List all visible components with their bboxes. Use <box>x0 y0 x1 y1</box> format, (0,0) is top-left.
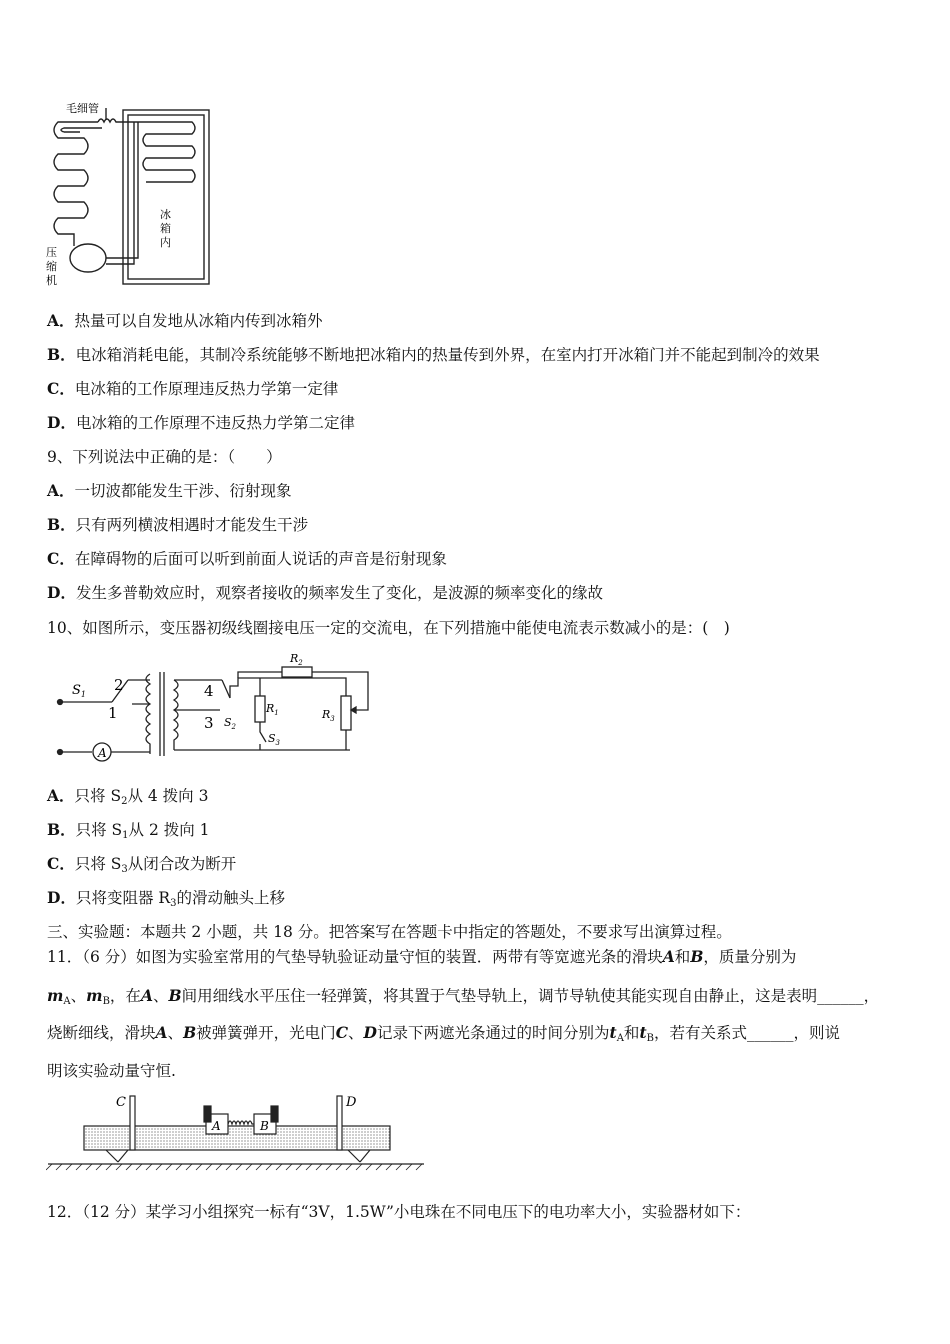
option-text: 只有两列横波相遇时才能发生干涉 <box>75 516 309 534</box>
q8-option-b <box>47 345 820 365</box>
rheostat-r3 <box>341 696 351 730</box>
sub-b: B <box>102 996 110 1007</box>
option-letter: D． <box>47 888 76 907</box>
option-text: 热量可以自发地从冰箱内传到冰箱外 <box>74 312 323 330</box>
q10-option-d <box>47 888 285 914</box>
q9-stem: 9、下列说法中正确的是：（ ） <box>47 448 282 466</box>
slider-b-label: B <box>260 1119 269 1133</box>
option-letter: A． <box>47 786 75 805</box>
transformer-circuit-figure <box>50 650 390 762</box>
option-text: 只将 S <box>74 855 122 873</box>
slider-a-label: A <box>212 1119 221 1133</box>
option-text: 只将 S <box>74 787 122 805</box>
option-text: 一切波都能发生干涉、衍射现象 <box>74 482 292 500</box>
fridge-inner-wall <box>128 115 204 279</box>
track-support-left <box>106 1150 128 1162</box>
option-text: 只将 S <box>75 821 123 839</box>
gate-c-label: C <box>116 1095 126 1110</box>
q11-text: 和 <box>674 948 691 966</box>
option-text: 只将变阻器 R <box>75 889 171 907</box>
r1-label: $R_1$ <box>266 702 279 717</box>
option-subscript: 3 <box>170 898 177 909</box>
q8-option-c <box>47 379 338 399</box>
var-m: m <box>86 986 103 1005</box>
s2-label: $S_2$ <box>224 716 237 731</box>
q9-option-c <box>47 549 447 569</box>
option-letter: B． <box>47 345 76 364</box>
tap-4-label: 4 <box>204 682 214 700</box>
q11-text: 、 <box>152 987 169 1005</box>
q11-text: 记录下两遮光条通过的时间分别为 <box>377 1024 610 1042</box>
sub-a: A <box>616 1033 624 1044</box>
spring <box>228 1121 254 1124</box>
q9-option-b <box>47 515 308 535</box>
option-text: 发生多普勒效应时，观察者接收的频率发生了变化，是波源的频率变化的缘故 <box>75 584 603 602</box>
capillary-tube <box>98 119 138 122</box>
evaporator-coil <box>138 122 195 182</box>
option-subscript: 1 <box>122 830 129 841</box>
tap-2-label: 2 <box>114 676 124 694</box>
option-text: 电冰箱消耗电能，其制冷系统能够不断地把冰箱内的热量传到外界，在室内打开冰箱门并不能起到制冷的效果 <box>75 346 820 364</box>
switch-s2 <box>222 680 230 698</box>
var-t: t <box>639 1023 647 1042</box>
compressor-label-3: 机 <box>46 274 57 287</box>
capillary-label: 毛细管 <box>66 102 99 115</box>
option-text: 电冰箱的工作原理违反热力学第一定律 <box>74 380 339 398</box>
q11-text: ，在 <box>109 987 141 1005</box>
q11-text: 、 <box>70 987 87 1005</box>
q9-option-a <box>47 481 292 501</box>
fridge-diagram <box>44 98 216 294</box>
option-letter: B． <box>47 515 76 534</box>
condenser-coil <box>54 122 98 246</box>
q8-option-a <box>47 311 323 331</box>
q11-text: 、 <box>167 1024 184 1042</box>
var-c: C <box>335 1023 349 1042</box>
sub-b: B <box>646 1033 654 1044</box>
option-letter: C． <box>47 379 75 398</box>
resistor-r1 <box>255 696 265 722</box>
resistor-r2 <box>282 667 312 677</box>
air-track-diagram <box>46 1092 428 1172</box>
r2-label: $R_2$ <box>290 652 303 667</box>
inside-label-2: 箱 <box>160 222 171 235</box>
option-letter: D． <box>47 413 76 432</box>
q11-text: ，若有关系式______，则说 <box>653 1024 840 1042</box>
option-letter: A． <box>47 481 75 500</box>
tap-1-label: 1 <box>108 704 118 722</box>
compressor-label-2: 缩 <box>46 260 57 273</box>
track-support-right <box>348 1150 370 1162</box>
option-text: 电冰箱的工作原理不违反热力学第二定律 <box>75 414 355 432</box>
option-text: 从闭合改为断开 <box>127 855 237 873</box>
shade-strip-b <box>271 1106 278 1122</box>
option-letter: C． <box>47 549 75 568</box>
q11-text: 、 <box>348 1024 364 1042</box>
var-a: A <box>155 1023 168 1042</box>
q10-option-a <box>47 786 208 812</box>
secondary-coil <box>174 680 178 750</box>
var-t: t <box>609 1023 617 1042</box>
photogate-d <box>337 1096 342 1150</box>
q8-option-d <box>47 413 355 433</box>
s3-label: $S_3$ <box>268 732 281 747</box>
option-subscript: 3 <box>121 864 128 875</box>
option-letter: B． <box>47 820 76 839</box>
option-subscript: 2 <box>121 796 128 807</box>
photogate-c <box>130 1096 135 1150</box>
option-letter: D． <box>47 583 76 602</box>
q11-line-2 <box>47 986 879 1012</box>
compressor-label-1: 压 <box>46 246 57 259</box>
option-text: 从 2 拨向 1 <box>128 821 210 839</box>
q11-line-4: 明该实验动量守恒. <box>47 1062 176 1080</box>
section-3-heading: 三、实验题：本题共 2 小题，共 18 分。把答案写在答题卡中指定的答题处，不要求写出演算过程。 <box>47 923 732 941</box>
q11-line-3 <box>47 1023 840 1049</box>
q11-line-1 <box>47 947 796 967</box>
var-b: B <box>183 1023 197 1042</box>
var-b: B <box>690 947 704 966</box>
compressor-body <box>70 244 106 272</box>
var-d: D <box>363 1023 377 1042</box>
ground-hatching <box>46 1164 422 1170</box>
r3-label: $R_3$ <box>322 708 335 723</box>
q9-option-d <box>47 583 603 603</box>
q11-text: 和 <box>623 1024 640 1042</box>
option-letter: A． <box>47 311 75 330</box>
shade-strip-a <box>204 1106 211 1122</box>
primary-coil <box>146 674 150 754</box>
option-letter: C． <box>47 854 75 873</box>
q10-stem: 10、如图所示，变压器初级线圈接电压一定的交流电，在下列措施中能使电流表示数减小的是：( ) <box>47 619 730 637</box>
var-b: B <box>168 986 182 1005</box>
var-a: A <box>140 986 153 1005</box>
inside-label-1: 冰 <box>160 208 171 221</box>
transformer-circuit <box>50 650 390 762</box>
inside-label-3: 内 <box>160 236 171 249</box>
sub-a: A <box>63 996 71 1007</box>
q11-text: 烧断细线，滑块 <box>47 1024 156 1042</box>
option-text: 在障碍物的后面可以听到前面人说话的声音是衍射现象 <box>74 550 447 568</box>
option-text: 的滑动触头上移 <box>176 889 285 907</box>
fridge-figure <box>44 98 216 294</box>
var-m: m <box>47 986 64 1005</box>
q11-text: 11．（6 分）如图为实验室常用的气垫导轨验证动量守恒的装置．两带有等宽遮光条的滑块 <box>47 948 663 966</box>
ammeter-label: A <box>98 746 107 760</box>
option-text: 从 4 拨向 3 <box>127 787 209 805</box>
air-track-figure <box>46 1092 428 1172</box>
q10-option-b <box>47 820 210 846</box>
gate-d-label: D <box>346 1095 357 1110</box>
s1-label: $S_1$ <box>72 683 86 699</box>
q10-option-c <box>47 854 236 880</box>
q12-stem: 12．（12 分）某学习小组探究一标有“3V，1.5W”小电珠在不同电压下的电功率大小，实验器材如下： <box>47 1203 751 1221</box>
q11-text: ，质量分别为 <box>703 948 797 966</box>
q11-text: 间用细线水平压住一轻弹簧，将其置于气垫导轨上，调节导轨使其能实现自由静止，这是表明______， <box>181 987 880 1005</box>
q11-text: 被弹簧弹开，光电门 <box>196 1024 336 1042</box>
tap-3-label: 3 <box>204 714 214 732</box>
transformer-core <box>160 672 164 756</box>
switch-s3 <box>260 722 266 750</box>
var-a: A <box>662 947 675 966</box>
